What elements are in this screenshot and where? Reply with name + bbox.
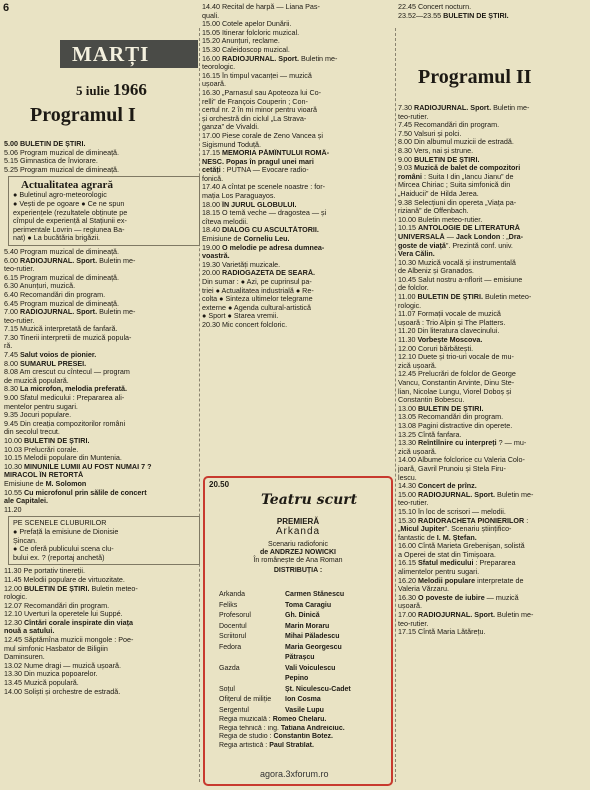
program-line: 20.30 Mic concert folcloric.: [202, 320, 288, 329]
program-line: 12.30 Cîntări corale inspirate din viața: [4, 618, 134, 627]
cast-row: [219, 632, 389, 643]
program-line: 5.06 Program muzical de dimineață.: [4, 148, 120, 157]
credit-row: [219, 742, 389, 751]
program-line: 11.00 BULETIN DE ȘTIRI. Buletin meteo-: [398, 293, 532, 302]
clubs-section-list: [13, 519, 195, 562]
program-line: 10.30 MINUNILE LUMII AU FOST NUMAI 7 ?: [4, 462, 152, 471]
credit-row: [219, 733, 389, 742]
program-line: a Operei de stat din Timișoara.: [398, 550, 496, 559]
program-line: 5.15 Gimnastica de înviorare.: [4, 157, 98, 166]
program-line: fantastic de I. M. Ștefan.: [398, 533, 477, 542]
program-line: ● Ce oferă publicului scena clu-: [13, 545, 114, 554]
program-one-title: Programul I: [30, 104, 136, 126]
program-line: Mircea Chiriac ; Suita simfonică din: [398, 181, 511, 190]
program-line: bului ex. ? (reportaj anchetă): [13, 553, 105, 562]
credit-role: Regia muzicală :: [219, 716, 273, 723]
program-line: 6.30 Anunțuri, muzică.: [4, 282, 76, 291]
program-line: ușoară : Trio Alpin și The Platters.: [398, 318, 506, 327]
cast-actor: Pătrașcu: [285, 654, 315, 661]
program-line: teo-rutier.: [4, 265, 35, 274]
program-line: 12.07 Recomandări din program.: [4, 601, 110, 610]
program-line: relli” de François Couperin ; Con-: [202, 97, 308, 106]
cast-row: [219, 653, 389, 664]
program-line: 13.02 Nume dragi — muzică ușoară.: [4, 661, 122, 670]
program-line: 11.45 Melodii populare de virtuozitate.: [4, 575, 125, 584]
program-line: ● Buletinul agro-meteorologic: [13, 191, 107, 200]
program-line: 6.00 RADIOJURNAL. Sport. Buletin me-: [4, 256, 136, 265]
program-line: 13.45 Muzică populară.: [4, 679, 79, 688]
credit-name: Constantin Botez.: [273, 733, 333, 741]
play-subtitle: Scenariu radiofonic: [268, 541, 328, 548]
program-line: 13.00 BULETIN DE ȘTIRI.: [398, 404, 484, 413]
program-line: 16.00 Cîntă Marieta Grebenișan, solistă: [398, 542, 525, 551]
program-line: 15.00 Cotele apelor Dunării.: [202, 20, 292, 29]
program-line: cîteva melodii.: [202, 217, 248, 226]
program-line: teo-rutier.: [398, 112, 429, 121]
cast-role: Docentul: [219, 622, 247, 630]
cast-actor: Ion Cosma: [285, 696, 321, 703]
program-line: riziană” de Offenbach.: [398, 207, 469, 216]
program-line: Șincan.: [13, 536, 37, 545]
program-line: cetăți : PUTNA — Evocare radio-: [202, 166, 309, 175]
program-line: 8.00 Din albumul muzicii de estradă.: [398, 138, 514, 147]
theatre-title: Teatru scurt: [261, 492, 358, 508]
theatre-box: [203, 476, 393, 786]
program-line: 16.15 În timpul vacanței — muzică: [202, 71, 312, 80]
program-line: 6.15 Program muzical de dimineață.: [4, 273, 120, 282]
program-line: 13.25 Cîntă fanfara.: [398, 430, 462, 439]
program-line: 20.00 RADIOGAZETA DE SEARĂ.: [202, 269, 316, 278]
program-line: ră.: [4, 342, 13, 351]
program-line: 10.03 Prelucrări corale.: [4, 445, 79, 454]
program-line: 23.52—23.55 BULETIN DE ȘTIRI.: [398, 11, 509, 20]
program-line: 11.30 Pe portativ tinereții.: [4, 567, 85, 576]
cast-row: [219, 643, 389, 654]
program-line: colta ● Sinteza ultimelor telegrame: [202, 295, 313, 304]
program-list: [398, 3, 586, 20]
program-line: 5.25 Program muzical de dimineață.: [4, 165, 120, 174]
program-line: ● Sport ● Starea vremii.: [202, 312, 279, 321]
cast-role: Sergentul: [219, 706, 249, 714]
cast-actor: Toma Caragiu: [285, 601, 332, 609]
program-line: 12.00 Coruri bărbătești.: [398, 344, 474, 353]
program-line: 14.40 Recital de harpă — Liana Pas-: [202, 3, 320, 11]
program-line: 10.15 Melodii populare din Muntenia.: [4, 454, 122, 463]
program-line: 7.45 Salut voios de pionier.: [4, 351, 97, 360]
program-line: 10.45 Salut nostru a-nflorit — emisiune: [398, 275, 523, 284]
program-two-title: Programul II: [418, 66, 532, 88]
program-line: 12.10 Uverturi la operetele lui Suppé.: [4, 610, 123, 619]
credit-name: Romeo Chelaru.: [272, 716, 327, 723]
cast-actor: Vali Voiculescu: [285, 664, 336, 672]
program-line: 16.00 RADIOJURNAL. Sport. Buletin me-: [202, 54, 338, 63]
program-line: mația Los Paraguayos.: [202, 192, 276, 201]
credit-name: Paul Stratilat.: [269, 741, 314, 749]
program-line: 9.38 Selecțiuni din opereta „Viața pa-: [398, 198, 517, 207]
program-line: Vancu, Constantin Arvinte, Dinu Ste-: [398, 379, 515, 387]
program-line: 9.35 Jocuri populare.: [4, 411, 72, 420]
program-line: NESC. Popas în pragul unei mari: [202, 157, 314, 166]
program-list: [4, 140, 200, 174]
program-line: 9.00 BULETIN DE ȘTIRI.: [398, 155, 480, 164]
cast-actor: Mihai Păladescu: [285, 633, 340, 640]
program-line: de muzică populară.: [4, 376, 69, 385]
program-line: 8.30 La microfon, melodia preferată.: [4, 385, 128, 394]
program-line: triei ● Actualitatea industrială ● Re-: [202, 286, 314, 295]
program-line: 17.00 RADIOJURNAL. Sport. Buletin me-: [398, 611, 534, 620]
program-line: 15.30 Caleidoscop muzical.: [202, 45, 290, 54]
program-line: 10.00 BULETIN DE ȘTIRI.: [4, 437, 90, 445]
cast-row: [219, 601, 389, 612]
watermark: agora.3xforum.ro: [260, 769, 329, 779]
program-line: lian, Nicolae Lungu, Viorel Doboș și: [398, 387, 512, 396]
program-line: 7.30 Tinerii interpretii de muzică popula-: [4, 333, 132, 342]
program-line: 5.40 Program muzical de dimineață.: [4, 247, 120, 256]
program-line: 15.30 RADIORACHETA PIONIERILOR :: [398, 516, 529, 525]
program-line: ganza” de Vivaldi.: [202, 123, 260, 132]
program-line: 17.15 MEMORIA PĂMÎNTULUI ROMÂ-: [202, 149, 330, 158]
program-line: perimentale Lovrin — regiunea Ba-: [13, 225, 125, 234]
program-line: 17.15 Cîntă Maria Lătărețu.: [398, 628, 486, 637]
date-line: 5 iulie 1966: [76, 80, 147, 99]
program-list: [398, 104, 586, 637]
program-line: zică ușoară.: [398, 447, 437, 456]
program-line: 12.10 Duete și trio-uri vocale de mu-: [398, 353, 514, 362]
program-line: ale Capitalei.: [4, 497, 48, 506]
cast-role: Profesorul: [219, 612, 251, 619]
program-line: Constantin Bobescu.: [398, 396, 465, 405]
program-line: „Haiducii” de Hilda Jerea.: [398, 189, 479, 198]
program-line: 14.00 Soliști și orchestre de estradă.: [4, 687, 121, 696]
program-line: mul simfonic Hasbator de Biligiin: [4, 644, 108, 653]
program-list: [4, 567, 200, 696]
program-line: 13.08 Pagini distractive din operete.: [398, 421, 513, 430]
cast-heading: DISTRIBUȚIA :: [273, 567, 323, 574]
program-line: 6.45 Program muzical de dimineață.: [4, 299, 120, 308]
program-list: [4, 248, 200, 514]
program-line: nat) ● La bucătăria brigăzii.: [13, 234, 101, 243]
program-line: nouă a satului.: [4, 627, 55, 636]
program-line: teo-rutier.: [4, 316, 35, 325]
program-line: „Micul Jupiter”. Scenariu științifico-: [398, 525, 512, 534]
program-two-column: [398, 3, 586, 20]
program-one-column: [4, 140, 200, 696]
program-line: 9.00 Sfatul medicului : Prepararea ali-: [4, 394, 125, 403]
program-line: 16.30 O poveste de iubire — muzică: [398, 593, 519, 602]
program-line: lescu.: [398, 473, 417, 482]
program-line: români : Suita I din „Iancu Jianu” de: [398, 172, 514, 181]
day-banner: MARȚI: [60, 40, 198, 68]
credit-role: Regia artistică :: [219, 741, 270, 749]
program-line: Sigismund Toduță.: [202, 140, 262, 149]
program-line: quali.: [202, 11, 220, 20]
program-line: 13.30 Din muzica popoarelor.: [4, 670, 98, 679]
play-translation: În românește de Ana Roman: [253, 557, 343, 564]
program-line: Daminsuren.: [4, 653, 45, 662]
program-line: 12.45 Prelucrări de folclor de George: [398, 370, 516, 379]
clubs-section: [8, 516, 200, 565]
program-line: 13.30 Reîntîlnire cu interpreți ? — mu-: [398, 439, 527, 448]
program-one-continued-column: [202, 3, 396, 330]
program-line: 18.15 O temă veche — dragostea — și: [202, 209, 327, 218]
program-line: certul nr. 2 în mi minor pentru vioară: [202, 106, 318, 115]
program-line: zică ușoară.: [398, 361, 437, 370]
program-line: 19.30 Varietăți muzicale.: [202, 260, 281, 269]
program-line: 15.20 Anunțuri, reclame.: [202, 37, 280, 46]
program-line: de folclor.: [398, 284, 429, 293]
program-line: experiențele (rezultatele obținute pe: [13, 208, 128, 217]
program-line: 7.50 Valsuri și polci.: [398, 129, 462, 138]
program-line: 19.00 O melodie pe adresa dumnea-: [202, 243, 325, 252]
program-line: 8.30 Vers, nai și strune.: [398, 146, 474, 155]
credit-row: [219, 725, 389, 734]
program-line: și orchestră din ciclul „La Strava-: [202, 114, 307, 123]
cast-role: Scriitorul: [219, 633, 247, 640]
cast-row: [219, 685, 389, 696]
cast-row: [219, 611, 389, 622]
program-line: 9.03 Muzică de balet de compozitori: [398, 164, 521, 173]
program-line: 17.40 A cîntat pe scenele noastre : for-: [202, 183, 326, 192]
program-line: Emisiune de Corneliu Leu.: [202, 235, 290, 244]
program-list: [202, 3, 396, 330]
program-line: mentelor pentru sugari.: [4, 402, 78, 411]
cast-role: Ofițerul de miliție: [219, 696, 272, 703]
program-line: UNIVERSALĂ — Jack London : „Dra-: [398, 232, 524, 241]
program-line: 9.45 Din creația compozitorilor români: [4, 419, 126, 428]
program-line: externe ● Agenda cultural-artistică: [202, 303, 312, 312]
cast-actor: Gh. Dinică: [285, 612, 320, 619]
program-line: PE SCENELE CLUBURILOR: [13, 519, 107, 528]
program-line: 11.20: [4, 505, 22, 514]
cast-actor: Carmen Stănescu: [285, 591, 345, 598]
cast-role: [219, 653, 285, 664]
agro-section: [8, 176, 200, 246]
cast-actor: Marin Moraru: [285, 622, 330, 630]
agro-section-list: [13, 191, 195, 243]
cast-row: [219, 674, 389, 685]
program-line: 15.10 În loc de scrisori — melodii.: [398, 507, 506, 516]
program-line: cîmpul de experiență al Stațiunii ex-: [13, 217, 127, 226]
program-line: rologic.: [4, 593, 28, 602]
program-line: din secolul trecut.: [4, 428, 60, 437]
program-two-list-wrap: [398, 104, 586, 637]
program-line: teorologic.: [202, 63, 236, 72]
cast-role: Fedora: [219, 643, 242, 651]
play-author: de ANDRZEJ NOWICKI: [260, 549, 336, 556]
program-line: 10.30 Muzică vocală și instrumentală: [398, 258, 516, 267]
program-line: ușoară.: [398, 602, 422, 611]
program-line: alimentelor pentru sugari.: [398, 568, 480, 577]
cast-actor: Maria Georgescu: [285, 643, 342, 651]
program-line: Vera Călin.: [398, 250, 435, 259]
program-line: 14.30 Concert de prînz.: [398, 482, 477, 491]
program-line: 14.00 Albume folclorice cu Valeria Colo-: [398, 456, 525, 465]
premiere-label: PREMIERĂ: [276, 517, 320, 526]
program-line: 10.00 Buletin meteo-rutier.: [398, 215, 483, 224]
program-line: teo-rutier.: [398, 499, 429, 508]
cast-role: [219, 674, 285, 685]
program-line: ● Vești de pe ogoare ● Ce ne spun: [13, 199, 125, 208]
credits-list: [219, 716, 389, 750]
program-line: 8.00 SUMARUL PRESEI.: [4, 359, 87, 368]
program-line: Emisiune de M. Solomon: [4, 479, 87, 488]
program-line: 10.15 ANTOLOGIE DE LITERATURĂ: [398, 224, 520, 233]
program-line: joară, Gavril Prunoiu și Stela Firu-: [398, 464, 506, 473]
program-line: 12.00 BULETIN DE ȘTIRI. Buletin meteo-: [4, 584, 138, 593]
cast-actor: Pepino: [285, 675, 309, 682]
program-line: 16.20 Melodii populare interpretate de: [398, 576, 524, 585]
program-line: 7.15 Muzică interpretată de fanfară.: [4, 325, 118, 334]
program-line: Din sumar : ● Azi, pe cuprinsul pa-: [202, 278, 312, 286]
credit-name: Tatiana Andreiciuc.: [280, 724, 345, 732]
play-title: Arkanda: [275, 526, 321, 537]
cast-role: Gazda: [219, 664, 240, 672]
program-line: 8.08 Am crescut cu cîntecul — program: [4, 368, 130, 377]
program-line: voastră.: [202, 252, 230, 261]
program-line: 11.20 Din literatura clavecinului.: [398, 327, 500, 336]
cast-row: [219, 664, 389, 675]
program-line: goste de viață”. Prezintă conf. univ.: [398, 241, 513, 250]
program-line: MIRACOL ÎN RETORTĂ: [4, 471, 84, 480]
cast-row: [219, 622, 389, 633]
program-line: 10.55 Cu microfonul prin sălile de concert: [4, 488, 147, 497]
program-line: ● Prefață la emisiune de Dionisie: [13, 527, 119, 536]
cast-row: [219, 590, 389, 601]
credit-role: Regia de studio :: [219, 733, 274, 741]
program-line: 7.30 RADIOJURNAL. Sport. Buletin me-: [398, 104, 530, 112]
program-line: 15.05 Itinerar folcloric muzical.: [202, 28, 300, 37]
program-line: 18.00 ÎN JURUL GLOBULUI.: [202, 200, 297, 209]
program-line: 18.40 DIALOG CU ASCULTĂTORII.: [202, 226, 319, 235]
program-line: 11.30 Vorbește Moscova.: [398, 336, 483, 345]
program-line: Valeria Vărzaru.: [398, 585, 449, 594]
program-line: 17.00 Piese corale de Zeno Vancea și: [202, 131, 323, 140]
program-line: rologic.: [398, 301, 422, 310]
program-line: 5.00 BULETIN DE ȘTIRI.: [4, 140, 86, 148]
program-line: 15.00 RADIOJURNAL. Sport. Buletin me-: [398, 490, 534, 499]
program-line: 16.30 „Parnasul sau Apoteoza lui Co-: [202, 88, 322, 97]
program-line: 11.07 Formații vocale de muzică: [398, 310, 501, 319]
cast-role: Feliks: [219, 601, 238, 609]
program-line: fonică.: [202, 174, 224, 183]
program-line: 7.00 RADIOJURNAL. Sport. Buletin me-: [4, 308, 136, 317]
program-line: 16.15 Sfatul medicului : Prepararea: [398, 559, 516, 568]
program-line: ușoară.: [202, 80, 226, 89]
cast-role: Arkanda: [219, 591, 246, 598]
program-line: de Albeniz și Granados.: [398, 267, 474, 276]
cast-actor: Șt. Niculescu-Cadet: [285, 685, 351, 693]
credit-row: [219, 716, 389, 725]
program-line: 7.45 Recomandări din program.: [398, 121, 500, 130]
cast-role: Soțul: [219, 685, 235, 693]
program-line: 22.45 Concert nocturn.: [398, 3, 472, 11]
cast-actor: Vasile Lupu: [285, 706, 324, 714]
cast-row: [219, 695, 389, 706]
agro-section-title: Actualitatea agrară: [21, 179, 113, 192]
theatre-time: 20.50: [209, 480, 230, 489]
program-line: 12.45 Săptămîna muzicii mongole : Poe-: [4, 636, 134, 645]
program-line: 13.05 Recomandări din program.: [398, 413, 504, 422]
credit-role: Regia tehnică : ing.: [219, 724, 281, 732]
program-line: teo-rutier.: [398, 619, 429, 628]
cast-list: [219, 590, 389, 716]
cast-row: [219, 706, 389, 717]
page-number: 6: [3, 2, 10, 14]
program-line: 6.40 Recomandări din program.: [4, 290, 106, 299]
